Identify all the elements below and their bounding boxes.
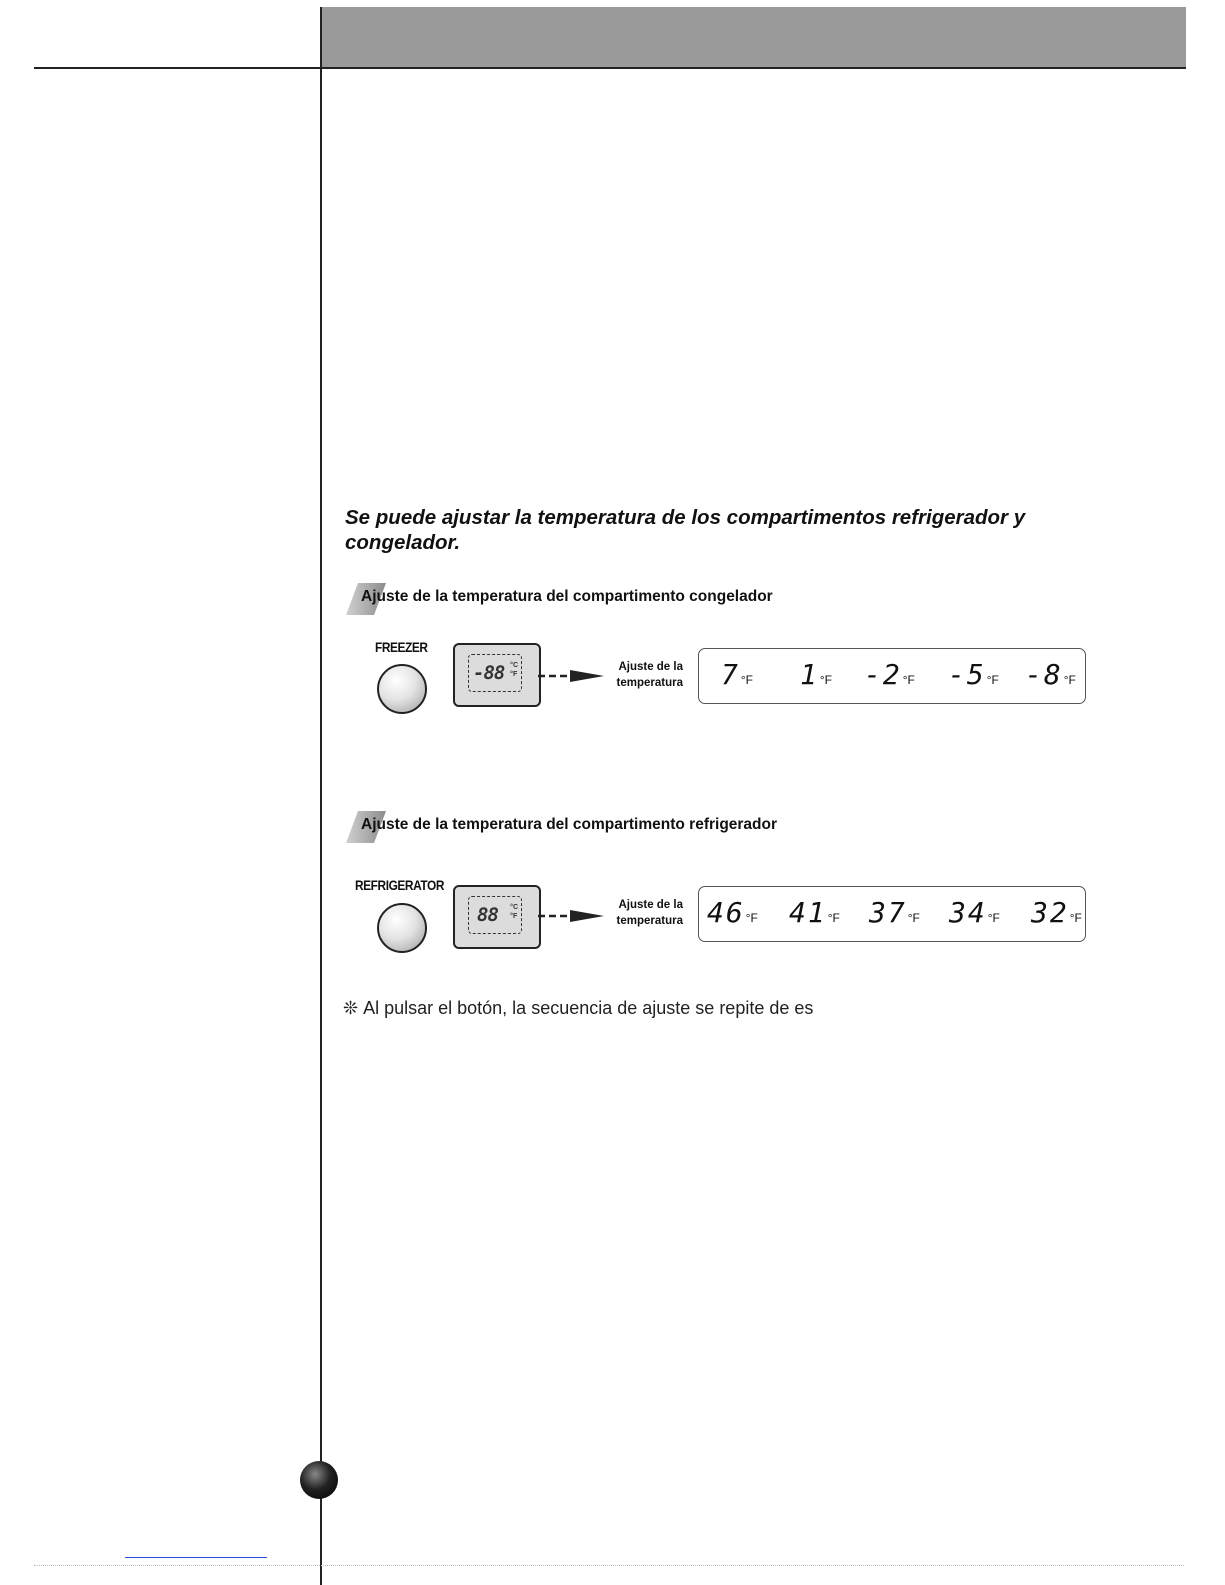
link-underline (125, 1557, 267, 1558)
refrigerator-arrow-icon (538, 909, 606, 923)
refrigerator-display-units (510, 903, 518, 921)
refrigerator-step-label (603, 897, 683, 929)
margin-rule (320, 7, 322, 1585)
freezer-sequence-display (698, 648, 1086, 704)
freezer-title-text: Ajuste de la temperatura del compartimento congelador (361, 588, 773, 605)
footer-dotted-rule (34, 1565, 1184, 1566)
page-marker-icon (300, 1461, 338, 1499)
step-label-line2: temperatura (616, 677, 683, 689)
refrigerator-title-text: Ajuste de la temperatura del compartimento refrigerador (361, 816, 778, 833)
step-label-line1: Ajuste de la (618, 661, 683, 673)
freezer-seq-item: -2°F (864, 658, 915, 691)
freezer-button-label: FREEZER (375, 639, 428, 655)
freezer-display (453, 643, 541, 707)
freezer-step-label (603, 659, 683, 691)
step-label-line2: temperatura (616, 915, 683, 927)
refrigerator-button[interactable] (377, 903, 427, 953)
unit-fahrenheit: °F (510, 671, 518, 678)
header-rule (34, 67, 1186, 69)
freezer-seq-item: -5°F (948, 658, 999, 691)
refrigerator-display-window (468, 896, 522, 934)
freezer-seq-item: 7°F (721, 658, 753, 691)
note-text (343, 998, 813, 1019)
refrigerator-seq-item: 37°F (869, 896, 920, 929)
freezer-display-digits: -88 (473, 662, 505, 684)
note-symbol-icon: ❊ (343, 998, 359, 1018)
unit-celsius: °C (510, 662, 518, 669)
intro-text: Se puede ajustar la temperatura de los compartimentos refrigerador y congelador. (345, 506, 1026, 554)
refrigerator-sequence-display (698, 886, 1086, 942)
header-bar (322, 7, 1186, 67)
refrigerator-seq-item: 34°F (949, 896, 1000, 929)
freezer-seq-item: 1°F (800, 658, 832, 691)
unit-fahrenheit: °F (510, 913, 518, 920)
step-label-line1: Ajuste de la (618, 899, 683, 911)
refrigerator-display (453, 885, 541, 949)
freezer-display-units (510, 661, 518, 679)
freezer-seq-item: -8°F (1025, 658, 1076, 691)
freezer-button[interactable] (377, 664, 427, 714)
refrigerator-display-digits: 88 (477, 904, 498, 926)
freezer-display-window (468, 654, 522, 692)
refrigerator-seq-item: 46°F (707, 896, 758, 929)
refrigerator-seq-item: 32°F (1031, 896, 1082, 929)
freezer-arrow-icon (538, 669, 606, 683)
refrigerator-seq-item: 41°F (789, 896, 840, 929)
unit-celsius: °C (510, 904, 518, 911)
refrigerator-button-label: REFRIGERATOR (355, 877, 445, 893)
note-body: Al pulsar el botón, la secuencia de ajuste se repite de es (363, 998, 814, 1018)
